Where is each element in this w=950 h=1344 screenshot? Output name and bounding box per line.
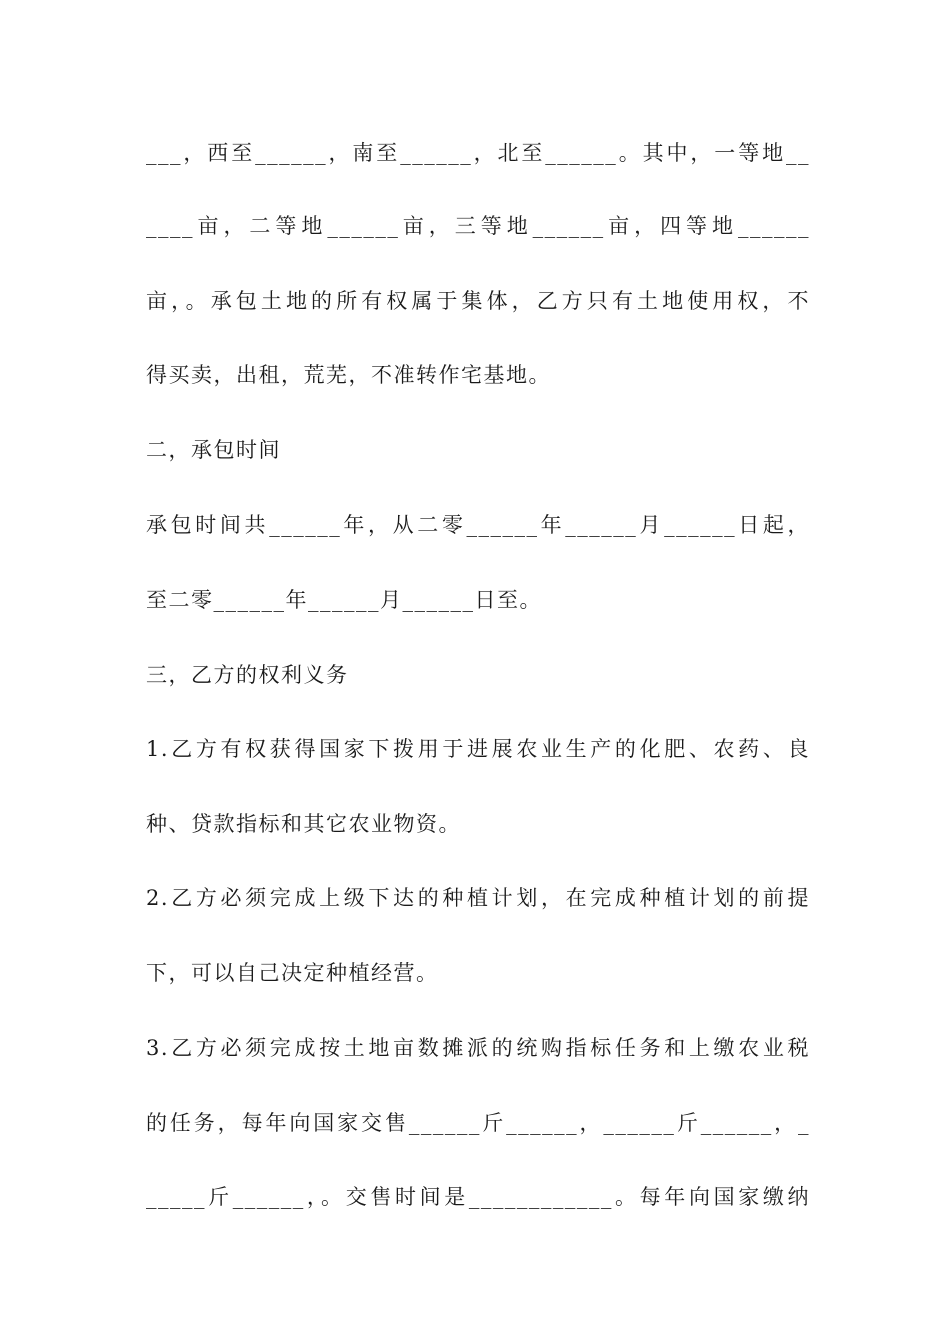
text-line-9: 1.乙方有权获得国家下拨用于进展农业生产的化肥、农药、良: [146, 737, 810, 761]
text-line-7: 至二零______年______月______日至。: [146, 588, 542, 612]
text-line-15: _____斤______，。交售时间是____________。每年向国家缴纳: [146, 1185, 810, 1209]
section-heading-contract-period: 二，承包时间: [146, 438, 281, 462]
text-line-12: 下，可以自己决定种植经营。: [146, 961, 439, 985]
text-line-4: 得买卖，出租，荒芜，不准转作宅基地。: [146, 363, 551, 387]
text-line-1: ___，西至______，南至______，北至______。其中，一等地__: [146, 141, 810, 165]
text-line-13: 3.乙方必须完成按土地亩数摊派的统购指标任务和上缴农业税: [146, 1036, 810, 1060]
text-line-11: 2.乙方必须完成上级下达的种植计划，在完成种植计划的前提: [146, 886, 810, 910]
text-line-6: 承包时间共______年，从二零______年______月______日起，: [146, 513, 810, 537]
text-line-3: 亩，。承包土地的所有权属于集体，乙方只有土地使用权，不: [146, 289, 810, 313]
text-line-2: ____亩，二等地______亩，三等地______亩，四等地______: [146, 214, 810, 238]
text-line-10: 种、贷款指标和其它农业物资。: [146, 812, 461, 836]
section-heading-rights-obligations: 三，乙方的权利义务: [146, 663, 349, 687]
text-line-14: 的任务，每年向国家交售______斤______，______斤______，_: [146, 1111, 810, 1135]
